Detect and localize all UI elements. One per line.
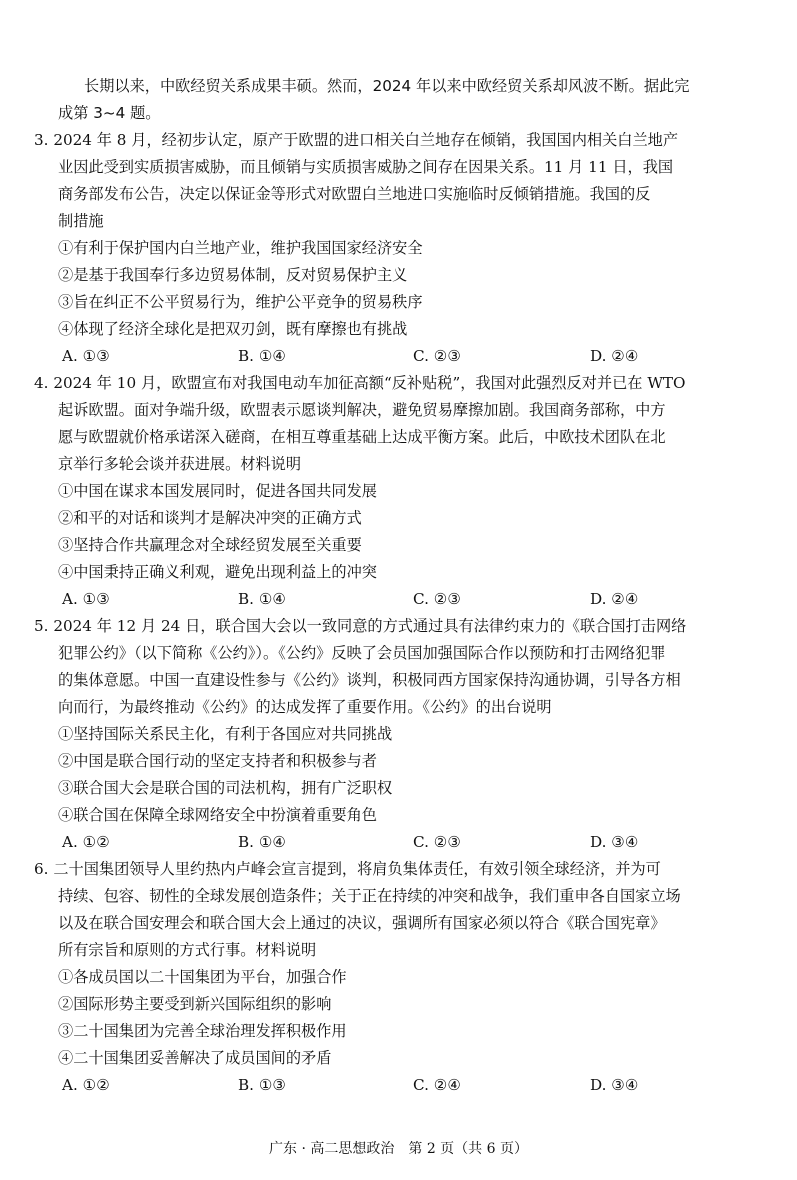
q6-stem-line: 所有宗旨和原则的方式行事。材料说明 [58, 941, 317, 959]
q4-stem-line: 愿与欧盟就价格承诺深入磋商，在相互尊重基础上达成平衡方案。此后，中欧技术团队在北 [58, 428, 666, 446]
q5-stem-line: 的集体意愿。中国一直建设性参与《公约》谈判，积极同西方国家保持沟通协调，引导各方相 [58, 671, 681, 689]
q5-stem-line: 向而行，为最终推动《公约》的达成发挥了重要作用。《公约》的出台说明 [58, 698, 552, 716]
q4-option: ①中国在谋求本国发展同时，促进各国共同发展 [58, 482, 377, 500]
q4-answer-a: A. ①③ [62, 590, 110, 608]
q3-answer-d: D. ②④ [590, 347, 639, 365]
q5-answer-a: A. ①② [62, 833, 110, 851]
q4-stem-line: 京举行多轮会谈并获进展。材料说明 [58, 455, 301, 473]
q6-answer-a: A. ①② [62, 1076, 110, 1094]
q5-option: ④联合国在保障全球网络安全中扮演着重要角色 [58, 806, 377, 824]
q4-stem-line: 起诉欧盟。面对争端升级，欧盟表示愿谈判解决，避免贸易摩擦加剧。我国商务部称，中方 [58, 401, 666, 419]
q4-stem-line: 4. 2024 年 10 月，欧盟宣布对我国电动车加征高额“反补贴税”，我国对此强烈反对并已在 WTO [34, 374, 686, 392]
q3-option: ②是基于我国奉行多边贸易体制，反对贸易保护主义 [58, 266, 408, 284]
q6-answer-b: B. ①③ [238, 1076, 287, 1094]
q5-option: ③联合国大会是联合国的司法机构，拥有广泛职权 [58, 779, 393, 797]
q5-option: ①坚持国际关系民主化，有利于各国应对共同挑战 [58, 725, 393, 743]
q4-answer-d: D. ②④ [590, 590, 639, 608]
q5-answer-d: D. ③④ [590, 833, 639, 851]
q5-stem-line: 犯罪公约》（以下简称《公约》）。《公约》反映了会员国加强国际合作以预防和打击网络犯罪 [58, 644, 666, 662]
q3-stem-line: 业因此受到实质损害威胁，而且倾销与实质损害威胁之间存在因果关系。11 月 11 日，我国 [58, 158, 674, 176]
q3-option: ①有利于保护国内白兰地产业，维护我国国家经济安全 [58, 239, 423, 257]
q5-stem-line: 5. 2024 年 12 月 24 日，联合国大会以一致同意的方式通过具有法律约束力的《联合国打击网络 [34, 617, 687, 635]
q3-stem-line: 商务部发布公告，决定以保证金等形式对欧盟白兰地进口实施临时反倾销措施。我国的反 [58, 185, 651, 203]
q3-answer-c: C. ②③ [413, 347, 461, 365]
q6-answer-c: C. ②④ [413, 1076, 461, 1094]
q3-answer-a: A. ①③ [62, 347, 110, 365]
q3-stem-line: 3. 2024 年 8 月，经初步认定，原产于欧盟的进口相关白兰地存在倾销，我国国内相关白兰地产 [34, 131, 679, 149]
page-footer: 广东 · 高二思想政治 第 2 页（共 6 页） [269, 1141, 528, 1157]
q6-stem-line: 6. 二十国集团领导人里约热内卢峰会宣言提到，将肩负集体责任，有效引领全球经济，并为可 [34, 860, 661, 878]
q4-answer-b: B. ①④ [238, 590, 287, 608]
q6-option: ④二十国集团妥善解决了成员国间的矛盾 [58, 1049, 332, 1067]
q6-stem-line: 持续、包容、韧性的全球发展创造条件；关于正在持续的冲突和战争，我们重申各自国家立场 [58, 887, 681, 905]
q4-option: ②和平的对话和谈判才是解决冲突的正确方式 [58, 509, 362, 527]
q6-option: ③二十国集团为完善全球治理发挥积极作用 [58, 1022, 347, 1040]
q3-option: ④体现了经济全球化是把双刃剑，既有摩擦也有挑战 [58, 320, 408, 338]
q5-option: ②中国是联合国行动的坚定支持者和积极参与者 [58, 752, 377, 770]
q3-answer-b: B. ①④ [238, 347, 287, 365]
q3-stem-line: 制措施 [58, 212, 104, 230]
q4-answer-c: C. ②③ [413, 590, 461, 608]
q6-answer-d: D. ③④ [590, 1076, 639, 1094]
q3-option: ③旨在纠正不公平贸易行为，维护公平竞争的贸易秩序 [58, 293, 423, 311]
q5-answer-b: B. ①④ [238, 833, 287, 851]
q6-stem-line: 以及在联合国安理会和联合国大会上通过的决议，强调所有国家必须以符合《联合国宪章》 [58, 914, 666, 932]
q4-option: ④中国秉持正确义利观，避免出现利益上的冲突 [58, 563, 377, 581]
q6-option: ①各成员国以二十国集团为平台，加强合作 [58, 968, 347, 986]
intro-line-1: 长期以来，中欧经贸关系成果丰硕。然而，2024 年以来中欧经贸关系却风波不断。据此完 [84, 77, 690, 95]
intro-line-2: 成第 3~4 题。 [58, 104, 161, 122]
q6-option: ②国际形势主要受到新兴国际组织的影响 [58, 995, 332, 1013]
q5-answer-c: C. ②③ [413, 833, 461, 851]
q4-option: ③坚持合作共赢理念对全球经贸发展至关重要 [58, 536, 362, 554]
